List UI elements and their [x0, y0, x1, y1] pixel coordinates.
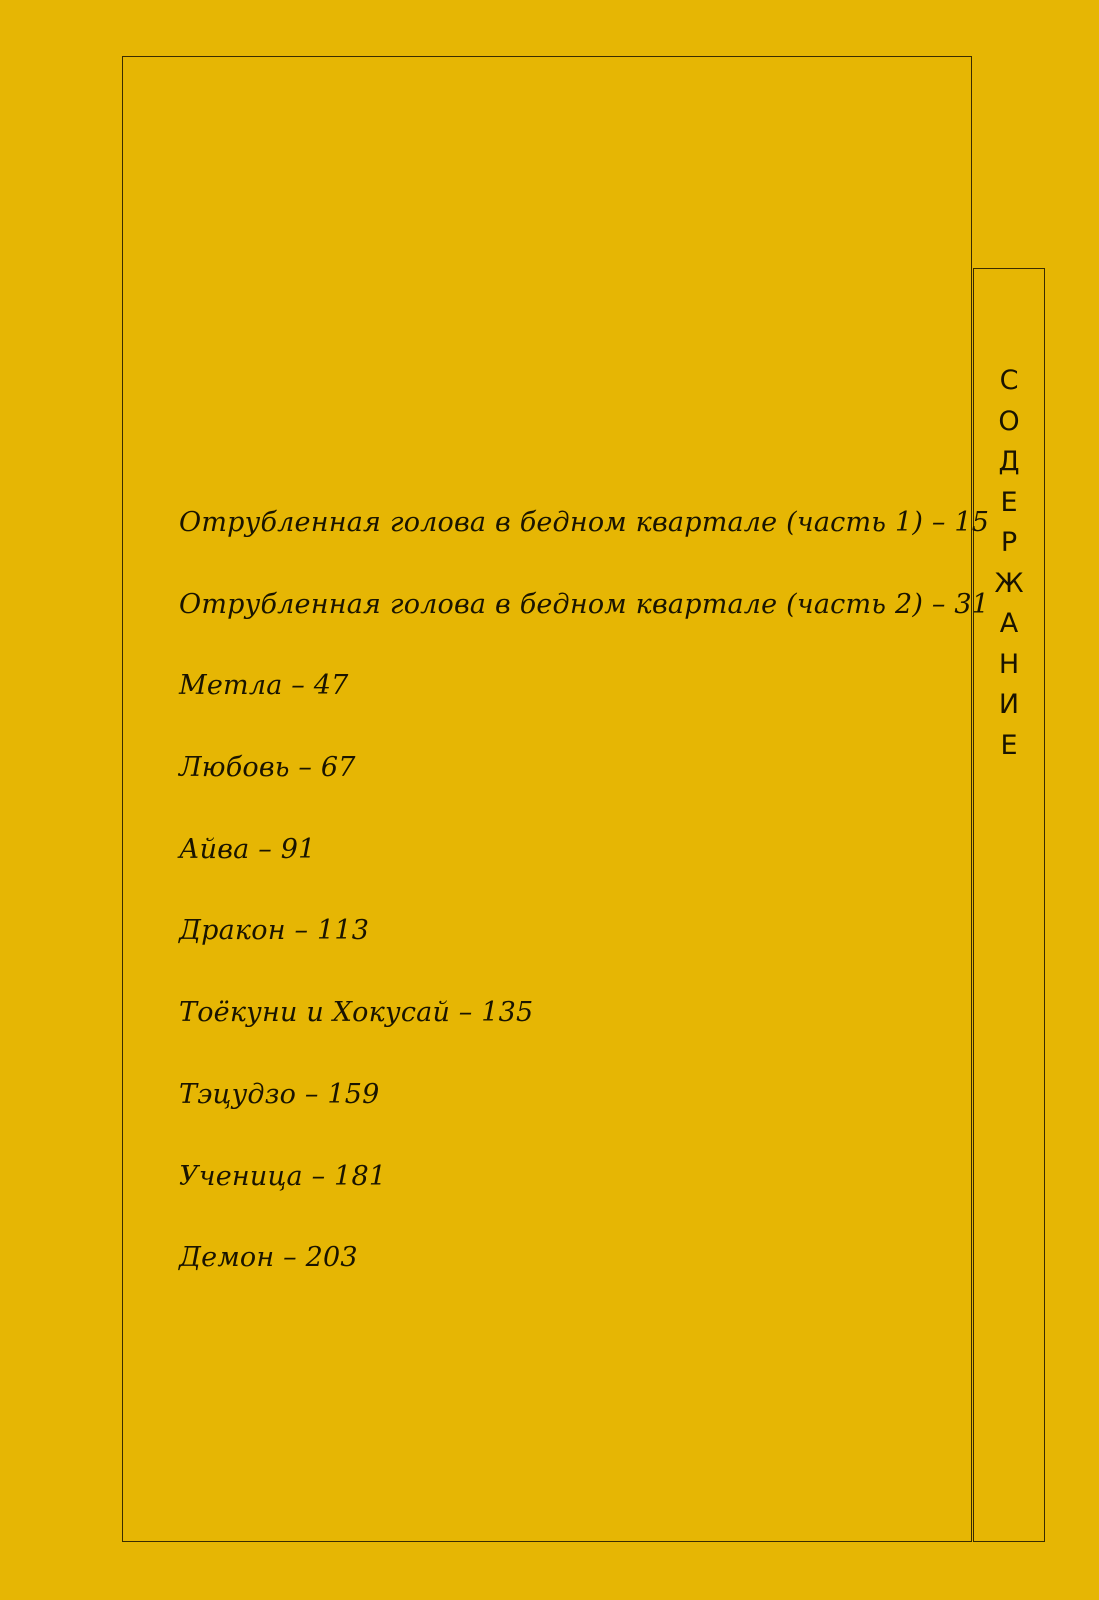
tab-letter: И	[998, 689, 1020, 720]
toc-entry[interactable]: Ученица – 181	[179, 1160, 387, 1192]
toc-entry[interactable]: Метла – 47	[179, 670, 349, 702]
toc-entry[interactable]: Отрубленная голова в бедном квартале (часть 2) – 31	[179, 588, 990, 620]
tab-letter: Е	[1000, 729, 1018, 761]
tab-letter: О	[998, 405, 1020, 437]
tab-letter: А	[999, 608, 1019, 639]
tab-letter: Н	[998, 648, 1020, 680]
toc-entry[interactable]: Отрубленная голова в бедном квартале (часть 1) – 15	[179, 507, 990, 538]
tab-letter: Р	[1000, 527, 1018, 558]
tab-letter: С	[999, 365, 1019, 396]
toc-entry[interactable]: Тэцудзо – 159	[179, 1078, 380, 1110]
toc-entry[interactable]: Демон – 203	[179, 1242, 358, 1274]
table-of-contents	[179, 498, 989, 1315]
tab-letter: Е	[1000, 486, 1018, 518]
toc-entry[interactable]: Айва – 91	[179, 833, 316, 865]
toc-entry[interactable]: Тоёкуни и Хокусай – 135	[179, 997, 534, 1029]
toc-entry[interactable]: Любовь – 67	[179, 752, 356, 784]
toc-entry[interactable]: Дракон – 113	[179, 915, 370, 947]
tab-letter: Д	[998, 446, 1020, 477]
tab-letter: Ж	[994, 567, 1024, 599]
